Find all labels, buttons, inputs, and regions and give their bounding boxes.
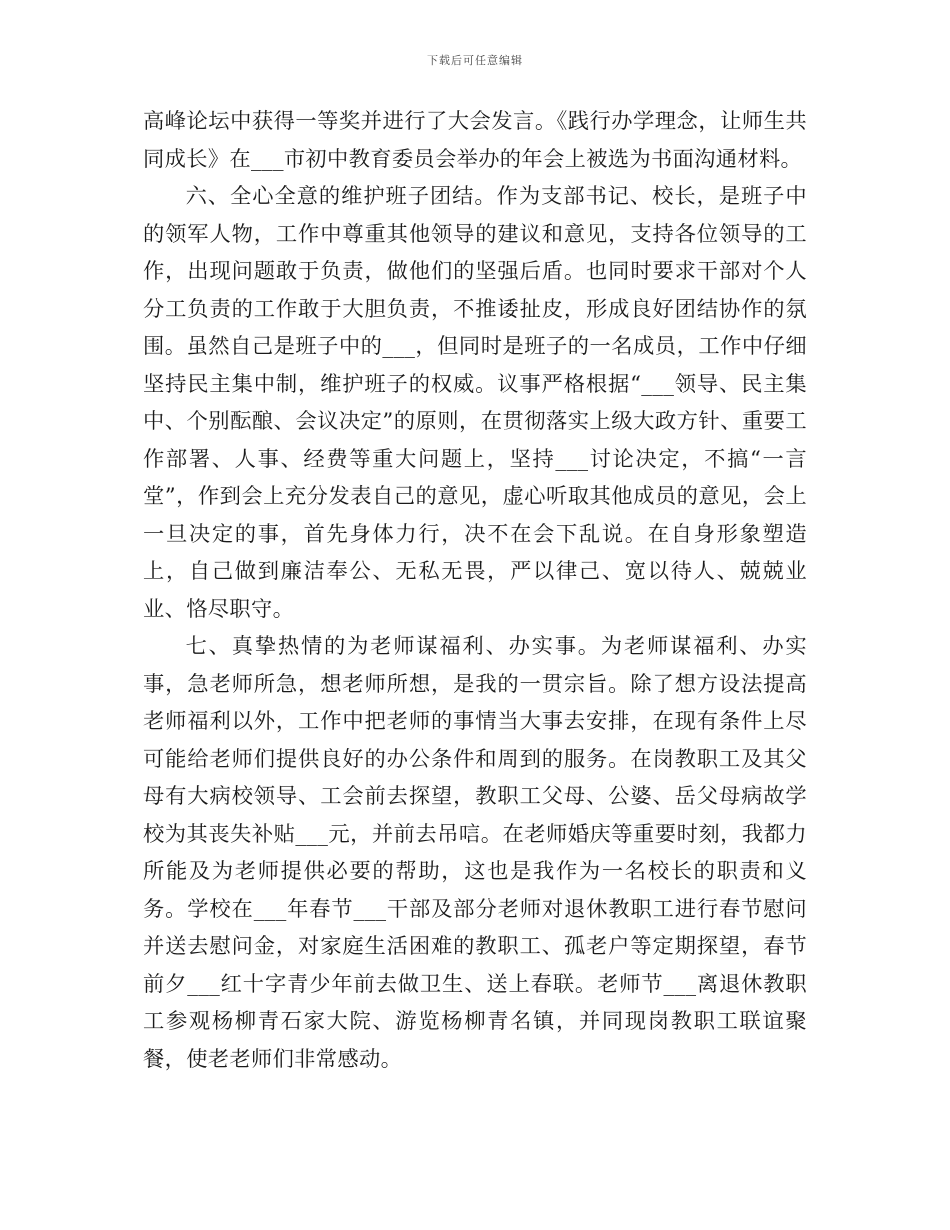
paragraph-section-seven: 七、真挚热情的为老师谋福利、办实事。为老师谋福利、办实事，急老师所急，想老师所想，是我的一贯宗旨。除了想方设法提高老师福利以外，工作中把老师的事情当大事去安排，在现有条件上尽可能给老师们提供良好的办公条件和周到的服务。在岗教职工及其父母有大病校领导、工会前去探望，教职工父母、公婆、岳父母病故学校为其丧失补贴___元，并前去吊唁。在老师婚庆等重要时刻，我都力所能及为老师提供必要的帮助，这也是我作为一名校长的职责和义务。学校在___年春节___干部及部分老师对退休教职工进行春节慰问并送去慰问金，对家庭生活困难的教职工、孤老户等定期探望，春节前夕___红十字青少年前去做卫生、送上春联。老师节___离退休教职工参观杨柳青石家大院、游览杨柳青名镇，并同现岗教职工联谊聚餐，使老老师们非常感动。: [143, 634, 807, 1072]
page-header: 下载后可任意编辑: [427, 54, 523, 67]
paragraph-section-six: 六、全心全意的维护班子团结。作为支部书记、校长，是班子中的领军人物，工作中尊重其他领导的建议和意见，支持各位领导的工作，出现问题敢于负责，做他们的坚强后盾。也同时要求干部对个人分工负责的工作敢于大胆负责，不推诿扯皮，形成良好团结协作的氛围。虽然自己是班子中的___，但同时是班子的一名成员，工作中仔细坚持民主集中制，维护班子的权威。议事严格根据“___领导、民主集中、个别酝酿、会议决定”的原则，在贯彻落实上级大政方针、重要工作部署、人事、经费等重大问题上，坚持___讨论决定，不搞“一言堂”，作到会上充分发表自己的意见，虚心听取其他成员的意见，会上一旦决定的事，首先身体力行，决不在会下乱说。在自身形象塑造上，自己做到廉洁奉公、无私无畏，严以律己、宽以待人、兢兢业业、恪尽职守。: [143, 184, 807, 622]
document-body: [143, 103, 807, 1078]
paragraph-continuation: 高峰论坛中获得一等奖并进行了大会发言。《践行办学理念，让师生共同成长》在___市初中教育委员会举办的年会上被选为书面沟通材料。: [143, 109, 807, 172]
